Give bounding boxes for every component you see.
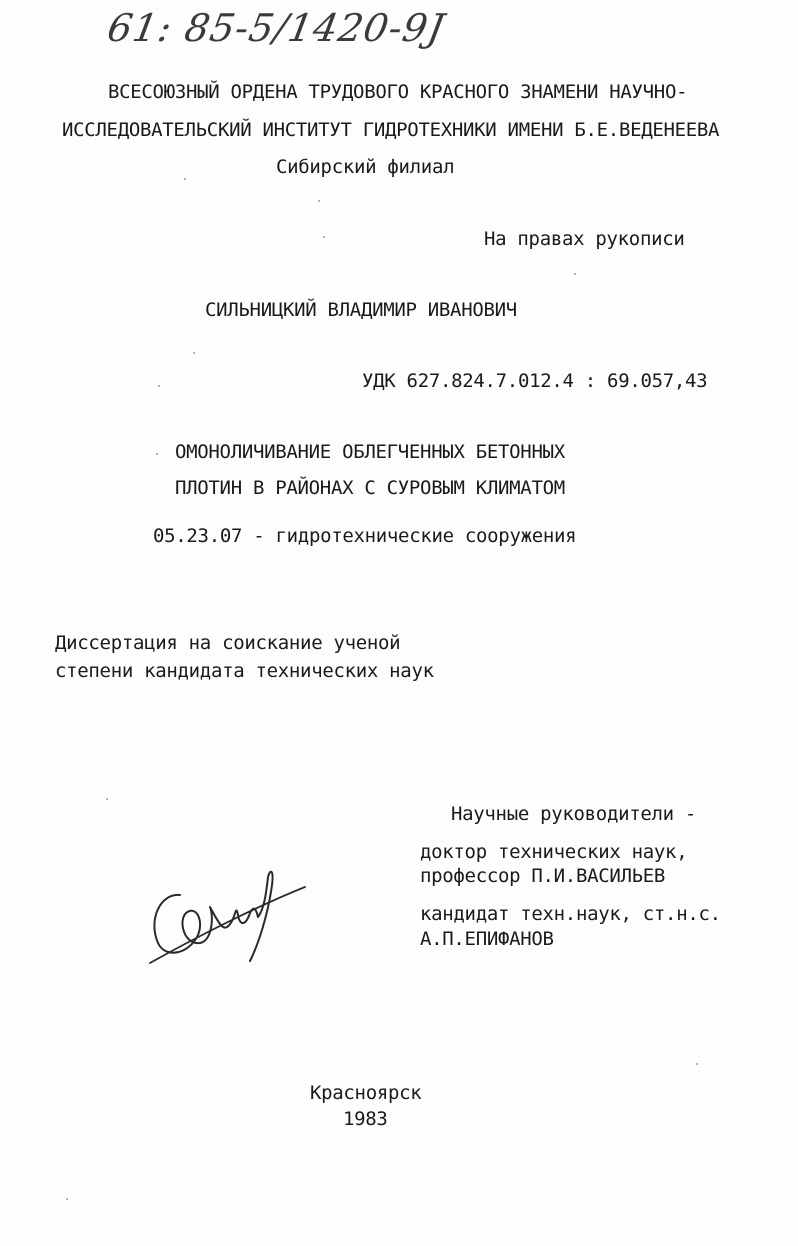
supervisor-2-degree: кандидат техн.наук, ст.н.с. (420, 903, 721, 925)
supervisor-1-degree: доктор технических наук, (420, 841, 688, 863)
city: Красноярск (310, 1082, 422, 1104)
udc-code: УДК 627.824.7.012.4 : 69.057,43 (362, 370, 708, 392)
paper-speck (574, 273, 576, 275)
institution-branch: Сибирский филиал (276, 156, 455, 178)
institution-line-2: ИССЛЕДОВАТЕЛЬСКИЙ ИНСТИТУТ ГИДРОТЕХНИКИ ИМЕНИ Б.Е.ВЕДЕНЕЕВА (62, 119, 720, 141)
title-line-1: ОМОНОЛИЧИВАНИЕ ОБЛЕГЧЕННЫХ БЕТОННЫХ (175, 441, 565, 463)
paper-speck (156, 453, 158, 455)
paper-speck (323, 236, 325, 238)
dissertation-line-1: Диссертация на соискание ученой (55, 632, 401, 654)
paper-speck (158, 385, 160, 387)
year: 1983 (343, 1108, 388, 1130)
title-line-2: ПЛОТИН В РАЙОНАХ С СУРОВЫМ КЛИМАТОМ (175, 477, 565, 499)
specialty-code: 05.23.07 - гидротехнические сооружения (153, 525, 577, 547)
paper-speck (696, 1063, 698, 1065)
paper-speck (318, 200, 320, 202)
supervisors-heading: Научные руководители - (451, 803, 697, 825)
author-name: СИЛЬНИЦКИЙ ВЛАДИМИР ИВАНОВИЧ (205, 299, 517, 321)
paper-speck (66, 1198, 68, 1200)
author-signature-icon (140, 865, 315, 975)
institution-line-1: ВСЕСОЮЗНЫЙ ОРДЕНА ТРУДОВОГО КРАСНОГО ЗНАМЕНИ НАУЧНО- (108, 81, 688, 103)
paper-speck (193, 352, 195, 354)
manuscript-rights-note: На правах рукописи (484, 228, 685, 250)
dissertation-line-2: степени кандидата технических наук (55, 660, 434, 682)
paper-speck (106, 798, 108, 800)
archive-number-handwritten: 61: 85-5/1420-9J (104, 6, 449, 50)
paper-speck (184, 178, 186, 180)
supervisor-2-name: А.П.ЕПИФАНОВ (420, 928, 554, 950)
supervisor-1-name: профессор П.И.ВАСИЛЬЕВ (420, 865, 666, 887)
